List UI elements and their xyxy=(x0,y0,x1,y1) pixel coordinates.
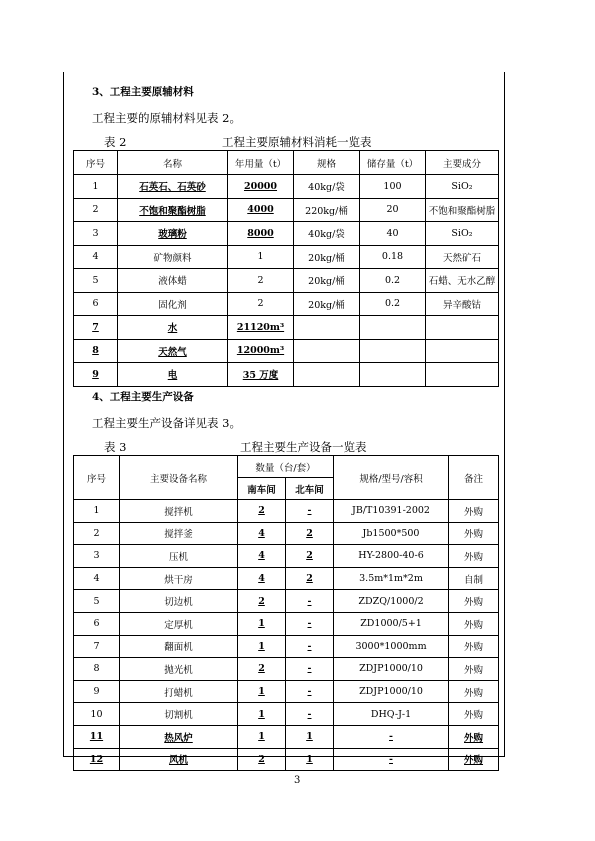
table-3-cell: - xyxy=(286,658,334,681)
table-2-cell: 100 xyxy=(360,175,426,199)
table-2-cell: 固化剂 xyxy=(118,292,228,316)
table-3-cell: 外购 xyxy=(449,612,499,635)
table-2-cell: 7 xyxy=(74,316,118,340)
table-2-cell: 异辛酸钴 xyxy=(426,292,499,316)
table-3-cell: 定厚机 xyxy=(120,612,238,635)
table-3-row xyxy=(74,703,499,726)
table-2-cell: 2 xyxy=(74,198,118,222)
table-2-header-cell: 储存量（t） xyxy=(360,151,426,175)
table-2-cell xyxy=(426,316,499,340)
table-2-cell xyxy=(360,316,426,340)
table-2-row xyxy=(74,198,499,222)
table-2-header-cell: 序号 xyxy=(74,151,118,175)
table-2-cell: 20kg/桶 xyxy=(294,292,360,316)
table-2-cell xyxy=(294,363,360,387)
table-2-cell: 0.2 xyxy=(360,292,426,316)
table-2-cell: 3 xyxy=(74,222,118,246)
table-2-cell: 水 xyxy=(118,316,228,340)
table-3-cell: HY-2800-40-6 xyxy=(334,545,449,568)
table-3-cell: ZDJP1000/10 xyxy=(334,658,449,681)
table-3-row xyxy=(74,590,499,613)
table-3-cell: ZDJP1000/10 xyxy=(334,680,449,703)
table-2-header-row xyxy=(74,151,499,175)
table-3-cell: 2 xyxy=(286,545,334,568)
table-3-cell: 2 xyxy=(286,522,334,545)
table-3-cell: 2 xyxy=(286,567,334,590)
table-3-cell: 翻面机 xyxy=(120,635,238,658)
table-2-cell: 20 xyxy=(360,198,426,222)
table-3-cell: 4 xyxy=(74,567,120,590)
table-2-cell: 12000m³ xyxy=(228,339,294,363)
table-3-cell: 5 xyxy=(74,590,120,613)
table-2-cell xyxy=(360,339,426,363)
table-3-cell: 2 xyxy=(238,748,286,771)
table-2-cell: 玻璃粉 xyxy=(118,222,228,246)
table-3-cell: 11 xyxy=(74,725,120,748)
section-3-paragraph: 工程主要的原辅材料见表 2。 xyxy=(92,111,241,125)
table-3-cell: 风机 xyxy=(120,748,238,771)
table-2-title: 工程主要原辅材料消耗一览表 xyxy=(222,135,372,149)
table-2-row xyxy=(74,363,499,387)
table-2-cell: 不饱和聚酯树脂 xyxy=(118,198,228,222)
table-3-cell: 1 xyxy=(238,703,286,726)
table-3-cell: 1 xyxy=(238,635,286,658)
table-2-header-cell: 规格 xyxy=(294,151,360,175)
table-3 xyxy=(73,455,499,771)
table-2-cell: 40 xyxy=(360,222,426,246)
table-3-row xyxy=(74,748,499,771)
table-2-cell: 1 xyxy=(228,245,294,269)
table-3-cell: 12 xyxy=(74,748,120,771)
table-3-cell: 1 xyxy=(238,725,286,748)
table-3-row xyxy=(74,635,499,658)
table-2-label: 表 2 xyxy=(104,135,127,149)
page-number: 3 xyxy=(294,775,301,786)
table-3-cell: - xyxy=(286,500,334,523)
table-3-cell: 外购 xyxy=(449,590,499,613)
table-3-row xyxy=(74,545,499,568)
table-3-cell: 压机 xyxy=(120,545,238,568)
table-2-cell: 矿物颜料 xyxy=(118,245,228,269)
section-3-heading: 3、工程主要原辅材料 xyxy=(92,86,194,98)
table-2-cell: 9 xyxy=(74,363,118,387)
table-3-cell: ZD1000/5+1 xyxy=(334,612,449,635)
table-3-header-no: 序号 xyxy=(74,456,120,500)
table-3-cell: 4 xyxy=(238,567,286,590)
table-3-cell: 1 xyxy=(286,748,334,771)
section-4-heading: 4、工程主要生产设备 xyxy=(92,391,194,403)
table-3-cell: ZDZQ/1000/2 xyxy=(334,590,449,613)
table-3-row xyxy=(74,680,499,703)
table-3-cell: 10 xyxy=(74,703,120,726)
table-3-cell: 1 xyxy=(238,612,286,635)
table-3-cell: - xyxy=(286,703,334,726)
table-2-cell: SiO₂ xyxy=(426,175,499,199)
table-3-cell: 外购 xyxy=(449,635,499,658)
table-2-cell: 1 xyxy=(74,175,118,199)
section-4-paragraph: 工程主要生产设备详见表 3。 xyxy=(92,416,241,430)
table-3-header-north: 北车间 xyxy=(286,478,334,500)
table-2-row xyxy=(74,339,499,363)
table-3-cell: 7 xyxy=(74,635,120,658)
table-3-cell: - xyxy=(286,680,334,703)
table-2-cell: SiO₂ xyxy=(426,222,499,246)
table-3-cell: 2 xyxy=(238,590,286,613)
table-2-cell: 8000 xyxy=(228,222,294,246)
table-3-label: 表 3 xyxy=(104,440,127,454)
table-2-cell xyxy=(426,363,499,387)
table-3-row xyxy=(74,500,499,523)
table-2-cell xyxy=(294,339,360,363)
table-2-cell xyxy=(360,363,426,387)
table-3-cell: 2 xyxy=(74,522,120,545)
table-3-cell: 2 xyxy=(238,500,286,523)
table-3-cell: 外购 xyxy=(449,748,499,771)
table-3-cell: 1 xyxy=(238,680,286,703)
table-3-cell: 外购 xyxy=(449,680,499,703)
table-3-header-spec: 规格/型号/容积 xyxy=(334,456,449,500)
table-2-header-cell: 主要成分 xyxy=(426,151,499,175)
table-3-cell: - xyxy=(286,635,334,658)
table-2-header-cell: 名称 xyxy=(118,151,228,175)
table-2-cell: 2 xyxy=(228,292,294,316)
table-3-cell: 切边机 xyxy=(120,590,238,613)
table-2-cell: 20kg/桶 xyxy=(294,245,360,269)
table-3-row xyxy=(74,522,499,545)
table-3-cell: - xyxy=(334,725,449,748)
table-3-cell: 搅拌机 xyxy=(120,500,238,523)
table-3-cell: 外购 xyxy=(449,725,499,748)
table-3-cell: 搅拌釜 xyxy=(120,522,238,545)
table-2-cell: 40kg/袋 xyxy=(294,175,360,199)
table-3-cell: 8 xyxy=(74,658,120,681)
table-2-cell xyxy=(426,339,499,363)
table-3-header-name: 主要设备名称 xyxy=(120,456,238,500)
table-3-cell: 4 xyxy=(238,545,286,568)
table-2-cell: 6 xyxy=(74,292,118,316)
table-3-cell: 1 xyxy=(286,725,334,748)
table-3-cell: 4 xyxy=(238,522,286,545)
table-2-cell xyxy=(294,316,360,340)
table-2-cell: 21120m³ xyxy=(228,316,294,340)
table-2-row xyxy=(74,292,499,316)
table-2-cell: 石英石、石英砂 xyxy=(118,175,228,199)
table-2-row xyxy=(74,316,499,340)
table-2-cell: 4 xyxy=(74,245,118,269)
table-2-cell: 2 xyxy=(228,269,294,293)
table-3-cell: 3000*1000mm xyxy=(334,635,449,658)
table-3-cell: 烘干房 xyxy=(120,567,238,590)
table-3-cell: 外购 xyxy=(449,658,499,681)
table-2-cell: 0.2 xyxy=(360,269,426,293)
table-3-cell: 外购 xyxy=(449,500,499,523)
table-3-cell: 3.5m*1m*2m xyxy=(334,567,449,590)
table-3-cell: 2 xyxy=(238,658,286,681)
table-2-cell: 4000 xyxy=(228,198,294,222)
table-3-cell: 切割机 xyxy=(120,703,238,726)
table-3-cell: 自制 xyxy=(449,567,499,590)
table-3-cell: 1 xyxy=(74,500,120,523)
table-3-row xyxy=(74,725,499,748)
table-2-cell: 电 xyxy=(118,363,228,387)
table-3-cell: 打蜡机 xyxy=(120,680,238,703)
table-3-cell: JB/T10391-2002 xyxy=(334,500,449,523)
table-3-cell: 3 xyxy=(74,545,120,568)
table-2-cell: 35 万度 xyxy=(228,363,294,387)
table-3-cell: 外购 xyxy=(449,703,499,726)
table-2-cell: 液体蜡 xyxy=(118,269,228,293)
table-2 xyxy=(73,150,499,387)
table-3-cell: Jb1500*500 xyxy=(334,522,449,545)
table-2-cell: 不饱和聚酯树脂 xyxy=(426,198,499,222)
table-3-header-south: 南车间 xyxy=(238,478,286,500)
table-2-cell: 5 xyxy=(74,269,118,293)
table-3-cell: DHQ-J-1 xyxy=(334,703,449,726)
table-2-cell: 20000 xyxy=(228,175,294,199)
table-2-cell: 220kg/桶 xyxy=(294,198,360,222)
table-3-title: 工程主要生产设备一览表 xyxy=(240,440,367,454)
table-3-cell: 热风炉 xyxy=(120,725,238,748)
table-2-cell: 40kg/袋 xyxy=(294,222,360,246)
table-3-cell: - xyxy=(286,612,334,635)
table-3-cell: 外购 xyxy=(449,522,499,545)
table-2-cell: 石蜡、无水乙醇 xyxy=(426,269,499,293)
table-2-header-cell: 年用量（t） xyxy=(228,151,294,175)
table-3-row xyxy=(74,612,499,635)
table-3-cell: 外购 xyxy=(449,545,499,568)
table-3-row xyxy=(74,658,499,681)
table-2-row xyxy=(74,222,499,246)
table-3-header-qty: 数量（台/套） xyxy=(238,456,334,478)
table-3-cell: 9 xyxy=(74,680,120,703)
table-2-cell: 20kg/桶 xyxy=(294,269,360,293)
table-3-cell: 抛光机 xyxy=(120,658,238,681)
table-2-cell: 0.18 xyxy=(360,245,426,269)
table-3-header-note: 备注 xyxy=(449,456,499,500)
table-3-cell: - xyxy=(286,590,334,613)
table-2-row xyxy=(74,245,499,269)
table-2-cell: 天然矿石 xyxy=(426,245,499,269)
table-2-cell: 天然气 xyxy=(118,339,228,363)
table-3-row xyxy=(74,567,499,590)
table-2-row xyxy=(74,269,499,293)
table-2-cell: 8 xyxy=(74,339,118,363)
table-2-row xyxy=(74,175,499,199)
table-3-cell: 6 xyxy=(74,612,120,635)
table-3-cell: - xyxy=(334,748,449,771)
